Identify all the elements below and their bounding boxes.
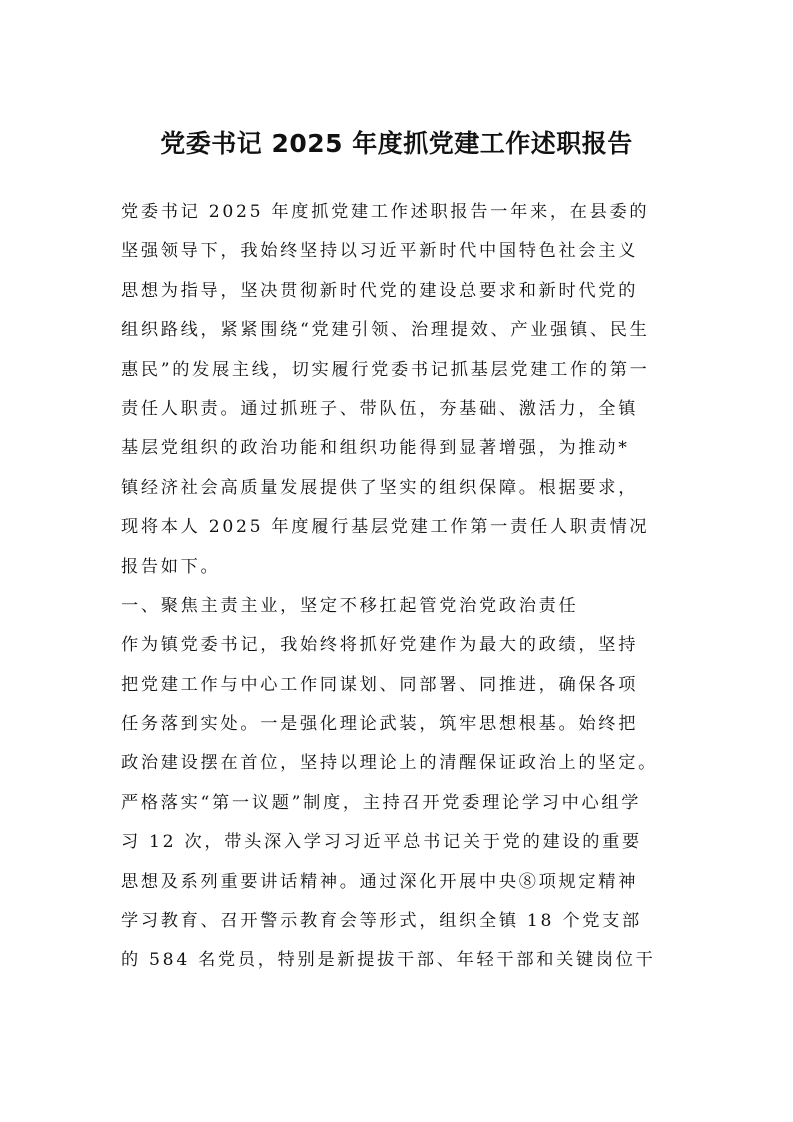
body-line: 思想为指导，坚决贯彻新时代党的建设总要求和新时代党的 [121,280,639,301]
body-line: 报告如下。 [121,556,221,577]
body-line: 习 12 次，带头深入学习习近平总书记关于党的建设的重要 [121,832,642,853]
body-line: 作为镇党委书记，我始终将抓好党建作为最大的政绩，坚持 [121,635,639,656]
body-line: 党委书记 2025 年度抓党建工作述职报告一年来，在县委的 [121,202,650,222]
body-line: 基层党组织的政治功能和组织功能得到显著增强，为推动* [121,438,630,459]
document-body [121,193,681,981]
body-line: 的 584 名党员，特别是新提拔干部、年轻干部和关键岗位干 [121,950,656,971]
document-title: 党委书记 2025 年度抓党建工作述职报告 [160,129,633,158]
body-line: 坚强领导下，我始终坚持以习近平新时代中国特色社会主义 [121,241,639,262]
body-line: 组织路线，紧紧围绕“党建引领、治理提效、产业强镇、民生 [121,320,650,341]
body-line: 惠民”的发展主线，切实履行党委书记抓基层党建工作的第一 [121,359,650,380]
body-line: 任务落到实处。一是强化理论武装，筑牢思想根基。始终把 [121,714,639,735]
body-line: 思想及系列重要讲话精神。通过深化开展中央⑧项规定精神 [121,871,639,892]
body-line: 学习教育、召开警示教育会等形式，组织全镇 18 个党支部 [121,911,642,932]
section-heading: 一、聚焦主责主业，坚定不移扛起管党治党政治责任 [121,595,579,616]
body-line: 责任人职责。通过抓班子、带队伍，夯基础、激活力，全镇 [121,398,639,419]
body-line: 镇经济社会高质量发展提供了坚实的组织保障。根据要求， [121,477,639,498]
body-line: 政治建设摆在首位，坚持以理论上的清醒保证政治上的坚定。 [121,753,658,774]
body-line: 现将本人 2025 年度履行基层党建工作第一责任人职责情况 [121,517,650,538]
body-line: 严格落实“第一议题”制度，主持召开党委理论学习中心组学 [121,792,642,813]
body-line: 把党建工作与中心工作同谋划、同部署、同推进，确保各项 [121,674,639,695]
